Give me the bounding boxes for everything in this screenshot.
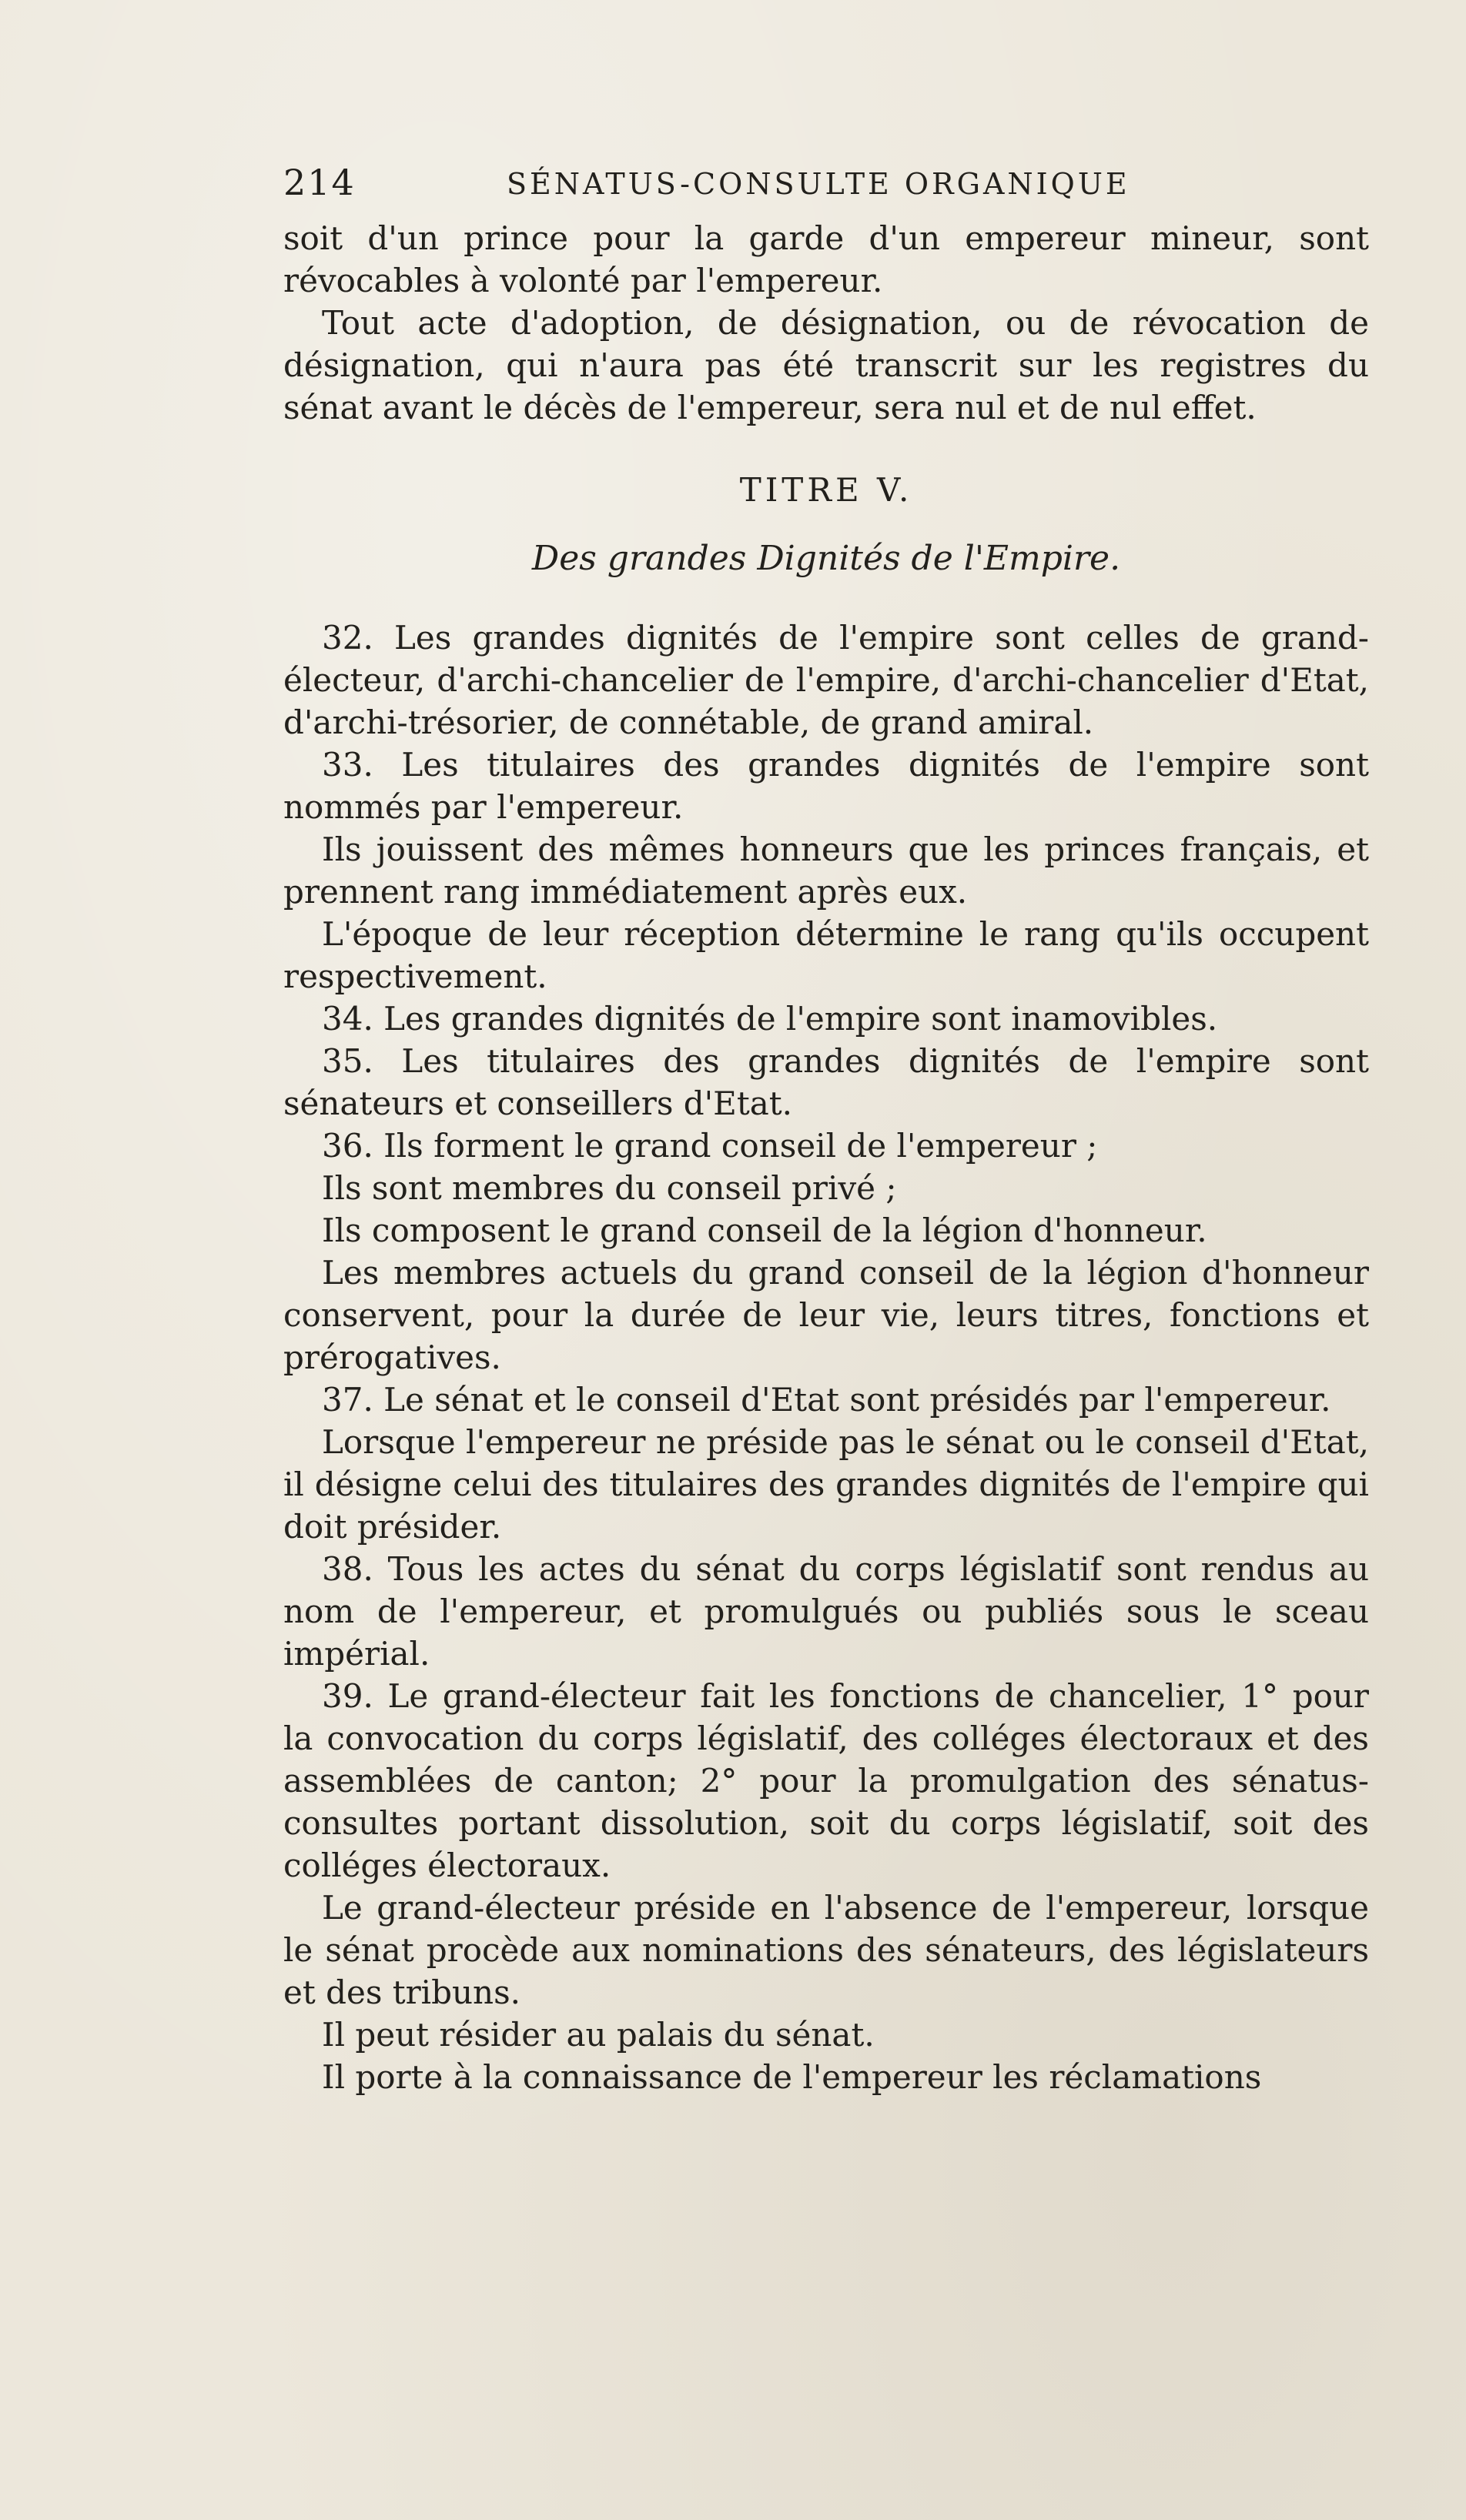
- article-39-paragraph-2: Le grand-électeur préside en l'absence de l'empereur, lorsque le sénat procède aux nominations des sénateurs, des législateurs et des tribuns.: [283, 1889, 1369, 2011]
- article-34: 34. Les grandes dignités de l'empire sont inamovibles.: [322, 1000, 1218, 1038]
- title-subheading: Des grandes Dignités de l'Empire.: [531, 539, 1121, 578]
- page-text: [283, 162, 1369, 2098]
- running-head-title: SÉNATUS-CONSULTE ORGANIQUE: [507, 167, 1130, 201]
- article-36-paragraph-4: Les membres actuels du grand conseil de la légion d'honneur conservent, pour la durée de leur vie, leurs titres, fonctions et prérogatives.: [283, 1254, 1369, 1376]
- paragraph-continuation: soit d'un prince pour la garde d'un empereur mineur, sont révocables à volonté par l'empereur.: [283, 219, 1369, 299]
- article-32: 32. Les grandes dignités de l'empire sont celles de grand-électeur, d'archi-chancelier de l'empire, d'archi-chancelier d'Etat, d'archi-trésorier, de connétable, de grand amiral.: [283, 619, 1369, 741]
- article-36: 36. Ils forment le grand conseil de l'empereur ;: [322, 1127, 1098, 1165]
- article-33-paragraph-3: L'époque de leur réception détermine le rang qu'ils occupent respectivement.: [283, 915, 1369, 995]
- article-36-paragraph-2: Ils sont membres du conseil privé ;: [322, 1169, 897, 1207]
- article-37: 37. Le sénat et le conseil d'Etat sont présidés par l'empereur.: [322, 1381, 1331, 1419]
- article-36-paragraph-3: Ils composent le grand conseil de la légion d'honneur.: [322, 1212, 1207, 1249]
- title-heading: TITRE V.: [739, 471, 913, 509]
- running-head: [283, 162, 1369, 208]
- article-39-paragraph-3: Il peut résider au palais du sénat.: [322, 2016, 875, 2054]
- article-39: 39. Le grand-électeur fait les fonctions de chancelier, 1° pour la convocation du corps législatif, des colléges électoraux et des assemblées de canton; 2° pour la promulgation des sénatus-consultes portant dissolution, soit du corps législatif, soit des colléges électoraux.: [283, 1677, 1369, 1884]
- article-37-paragraph-2: Lorsque l'empereur ne préside pas le sénat ou le conseil d'Etat, il désigne celui des titulaires des grandes dignités de l'empire qui doit présider.: [283, 1423, 1369, 1546]
- article-39-paragraph-4: Il porte à la connaissance de l'empereur les réclamations: [322, 2058, 1262, 2096]
- page-number: 214: [283, 162, 356, 203]
- article-33: 33. Les titulaires des grandes dignités de l'empire sont nommés par l'empereur.: [283, 746, 1369, 826]
- article-35: 35. Les titulaires des grandes dignités de l'empire sont sénateurs et conseillers d'Etat.: [283, 1042, 1369, 1122]
- article-38: 38. Tous les actes du sénat du corps législatif sont rendus au nom de l'empereur, et promulgués ou publiés sous le sceau impérial.: [283, 1550, 1369, 1673]
- paragraph-adoption: Tout acte d'adoption, de désignation, ou de révocation de désignation, qui n'aura pas été transcrit sur les registres du sénat avant le décès de l'empereur, sera nul et de nul effet.: [283, 304, 1369, 426]
- article-33-paragraph-2: Ils jouissent des mêmes honneurs que les princes français, et prennent rang immédiatement après eux.: [283, 831, 1369, 911]
